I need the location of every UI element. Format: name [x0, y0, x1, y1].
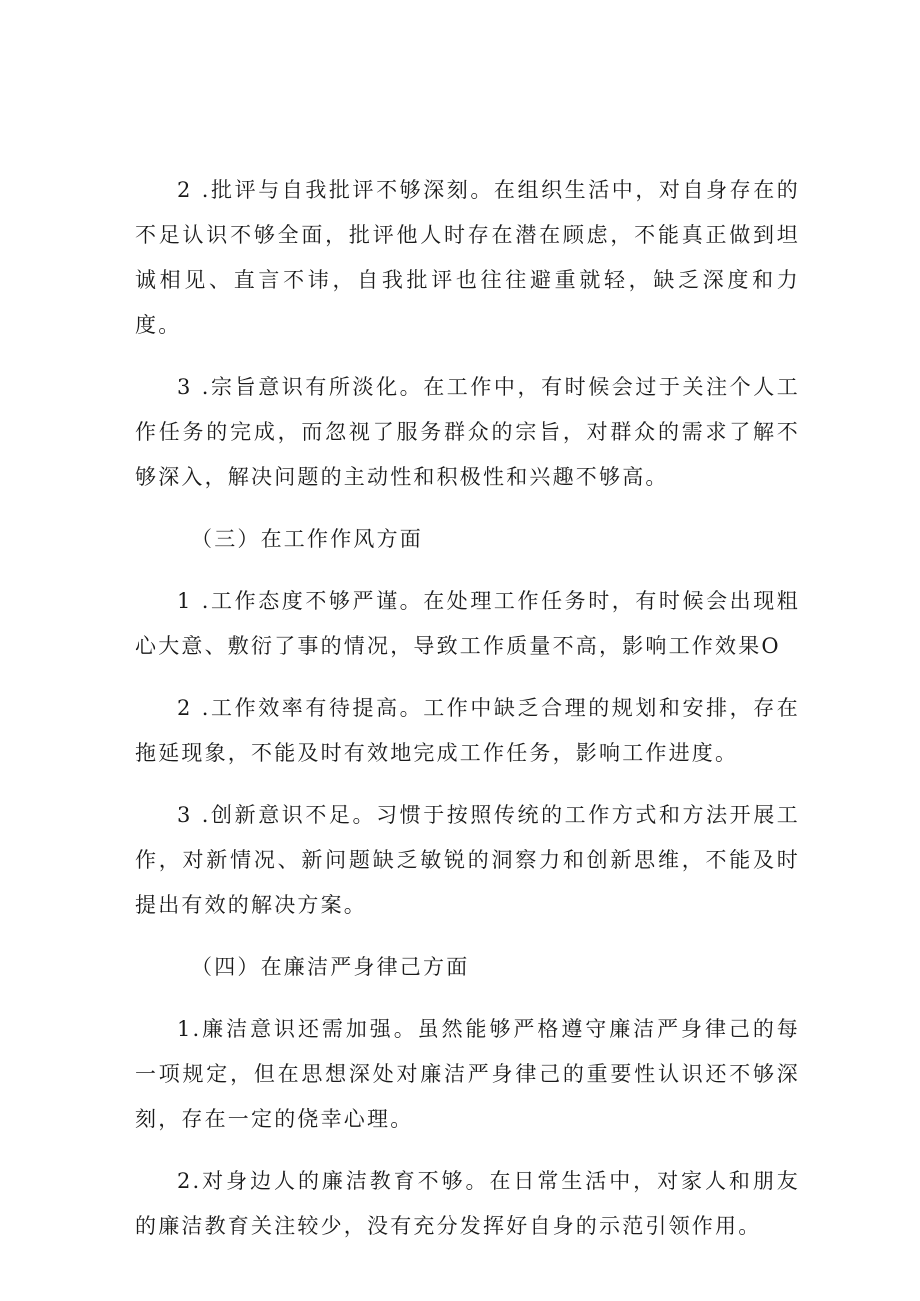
section-heading-work-style: （三）在工作作风方面 [191, 527, 423, 551]
document-body [135, 168, 800, 1266]
section-heading-integrity: （四）在廉洁严身律己方面 [191, 955, 470, 979]
paragraph-purpose-awareness: 3 .宗旨意识有所淡化。在工作中，有时候会过于关注个人工作任务的完成，而忽视了服务群众的宗旨，对群众的需求了解不够深入，解决问题的主动性和积极性和兴趣不够高。 [135, 375, 800, 489]
paragraph-integrity-awareness: 1.廉洁意识还需加强。虽然能够严格遵守廉洁严身律己的每一项规定，但在思想深处对廉洁严身律己的重要性认识还不够深刻，存在一定的侥幸心理。 [135, 1017, 800, 1131]
paragraph-integrity-education: 2.对身边人的廉洁教育不够。在日常生活中，对家人和朋友的廉洁教育关注较少，没有充分发挥好自身的示范引领作用。 [135, 1169, 800, 1238]
paragraph-innovation: 3 .创新意识不足。习惯于按照传统的工作方式和方法开展工作，对新情况、新问题缺乏敏锐的洞察力和创新思维，不能及时提出有效的解决方案。 [135, 803, 800, 917]
paragraph-criticism: 2 .批评与自我批评不够深刻。在组织生活中，对自身存在的不足认识不够全面，批评他人时存在潜在顾虑，不能真正做到坦诚相见、直言不讳，自我批评也往往避重就轻，缺乏深度和力度。 [135, 178, 800, 337]
paragraph-work-attitude: 1 .工作态度不够严谨。在处理工作任务时，有时候会出现粗心大意、敷衍了事的情况，导致工作质量不高，影响工作效果O [135, 589, 800, 658]
paragraph-work-efficiency: 2 .工作效率有待提高。工作中缺乏合理的规划和安排，存在拖延现象，不能及时有效地完成工作任务，影响工作进度。 [135, 696, 800, 765]
